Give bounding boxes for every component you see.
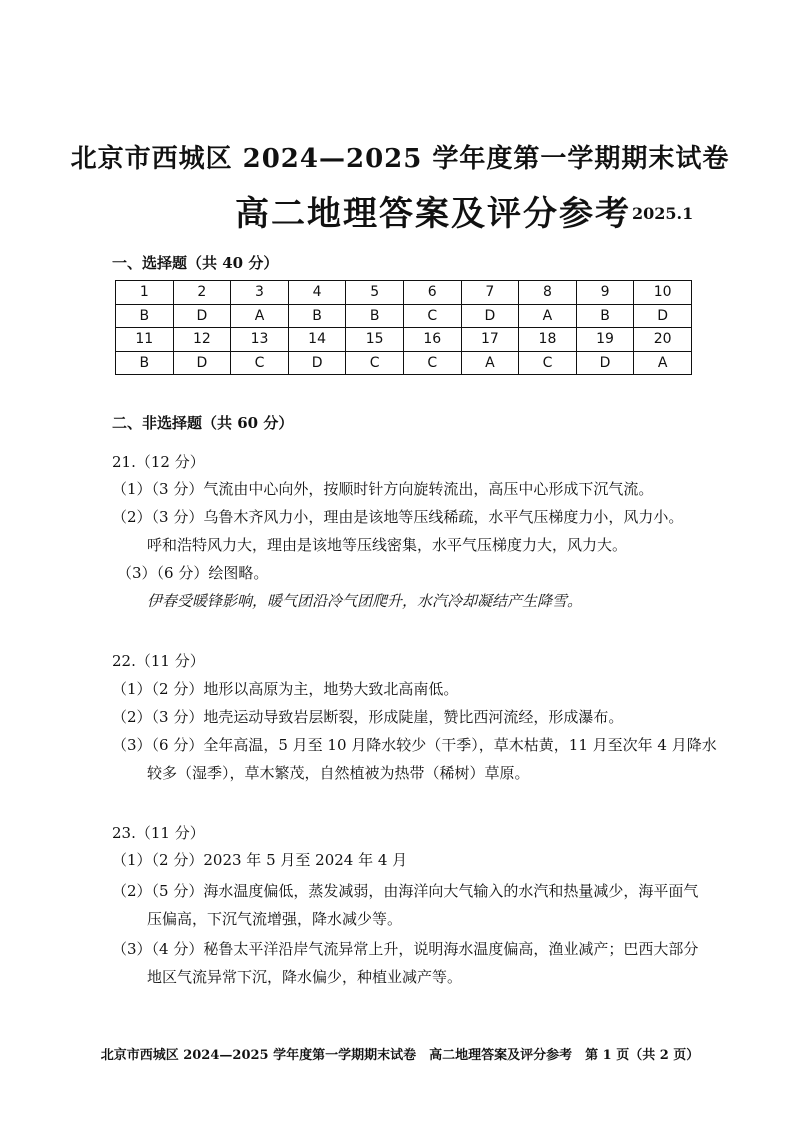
section-heading-choice: 一、选择题（共 40 分） (112, 254, 279, 272)
table-cell: 12 (173, 328, 231, 352)
table-cell: 4 (288, 281, 346, 305)
table-cell: 3 (231, 281, 289, 305)
table-cell: A (231, 304, 289, 328)
table-row (116, 351, 692, 375)
table-cell: B (116, 351, 174, 375)
table-cell: 10 (634, 281, 692, 305)
answer-line: （2）（3 分）地壳运动导致岩层断裂，形成陡崖，赞比西河流经，形成瀑布。 (112, 708, 624, 726)
question-heading: 22.（11 分） (112, 652, 205, 670)
document-date: 2025.1 (632, 204, 694, 223)
table-cell: 20 (634, 328, 692, 352)
table-cell: D (173, 351, 231, 375)
table-row (116, 281, 692, 305)
table-cell: 16 (403, 328, 461, 352)
table-cell: 9 (576, 281, 634, 305)
table-cell: 7 (461, 281, 519, 305)
table-cell: D (634, 304, 692, 328)
answer-line: （3）（6 分）全年高温，5 月至 10 月降水较少（干季），草木枯黄，11 月至次年 4 月降水 (112, 736, 717, 754)
table-cell: D (576, 351, 634, 375)
document-subtitle: 高二地理答案及评分参考 (235, 194, 631, 234)
answer-line: （2）（5 分）海水温度偏低，蒸发减弱，由海洋向大气输入的水汽和热量减少，海平面气 (112, 882, 699, 900)
table-cell: 15 (346, 328, 404, 352)
table-cell: B (288, 304, 346, 328)
table-cell: 6 (403, 281, 461, 305)
table-cell: 2 (173, 281, 231, 305)
page-footer: 北京市西城区 2024—2025 学年度第一学期期末试卷 高二地理答案及评分参考 第 1 页（共 2 页） (100, 1048, 700, 1063)
table-cell: A (461, 351, 519, 375)
table-cell: D (173, 304, 231, 328)
table-cell: B (346, 304, 404, 328)
answer-line: 伊春受暖锋影响，暖气团沿冷气团爬升，水汽冷却凝结产生降雪。 (147, 592, 583, 610)
answer-line: 呼和浩特风力大，理由是该地等压线密集，水平气压梯度力大，风力大。 (147, 536, 628, 554)
section-heading-nonchoice: 二、非选择题（共 60 分） (112, 414, 294, 432)
table-cell: C (403, 351, 461, 375)
table-row (116, 328, 692, 352)
table-cell: B (116, 304, 174, 328)
answer-table (115, 280, 692, 375)
answer-line: （1）（2 分）地形以高原为主，地势大致北高南低。 (112, 680, 459, 698)
table-cell: C (403, 304, 461, 328)
answer-line: （3）（4 分）秘鲁太平洋沿岸气流异常上升，说明海水温度偏高，渔业减产；巴西大部分 (112, 940, 699, 958)
document-title: 北京市西城区 2024—2025 学年度第一学期期末试卷 (70, 144, 730, 174)
answer-line: （1）（2 分）2023 年 5 月至 2024 年 4 月 (112, 851, 408, 869)
answer-line: 地区气流异常下沉，降水偏少，种植业减产等。 (147, 968, 463, 986)
question-heading: 23.（11 分） (112, 824, 205, 842)
answer-line: 较多（湿季），草木繁茂，自然植被为热带（稀树）草原。 (147, 764, 530, 782)
table-cell: 17 (461, 328, 519, 352)
table-cell: 8 (519, 281, 577, 305)
table-row (116, 304, 692, 328)
table-cell: 14 (288, 328, 346, 352)
table-cell: 13 (231, 328, 289, 352)
table-cell: 1 (116, 281, 174, 305)
table-cell: 19 (576, 328, 634, 352)
table-cell: A (519, 304, 577, 328)
table-cell: C (519, 351, 577, 375)
table-cell: B (576, 304, 634, 328)
table-cell: A (634, 351, 692, 375)
answer-line: （2）（3 分）乌鲁木齐风力小，理由是该地等压线稀疏，水平气压梯度力小，风力小。 (112, 508, 684, 526)
table-cell: C (231, 351, 289, 375)
table-cell: 11 (116, 328, 174, 352)
table-cell: 5 (346, 281, 404, 305)
answer-line: （1）（3 分）气流由中心向外，按顺时针方向旋转流出，高压中心形成下沉气流。 (112, 480, 654, 498)
question-heading: 21.（12 分） (112, 453, 205, 471)
table-cell: C (346, 351, 404, 375)
table-cell: D (461, 304, 519, 328)
table-cell: 18 (519, 328, 577, 352)
answer-line: （3）（6 分）绘图略。 (117, 564, 269, 582)
answer-line: 压偏高，下沉气流增强，降水减少等。 (147, 910, 403, 928)
table-cell: D (288, 351, 346, 375)
